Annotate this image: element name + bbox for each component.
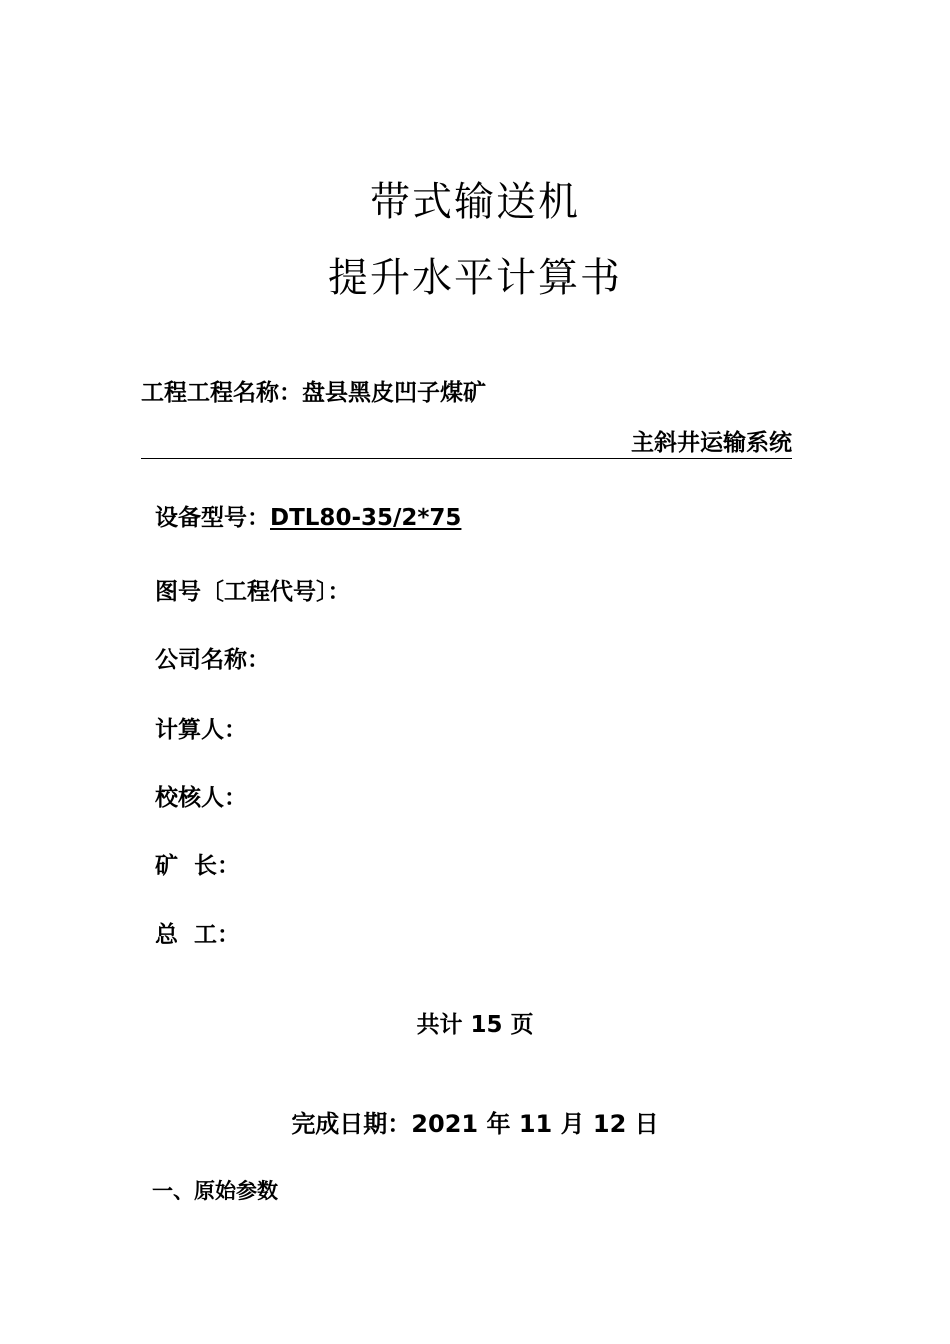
company-name-label: 公司名称： [155,647,270,673]
document-title-line-1: 带式输送机 [370,179,580,225]
completion-date: 完成日期：2021 年 11 月 12 日 [291,1110,659,1138]
chief-engineer-label: 总 工： [155,922,241,948]
total-pages: 共计 15 页 [416,1012,534,1038]
mine-manager-label: 矿 长： [155,853,241,879]
project-name-underline [141,428,792,459]
project-name-value-part2: 主斜井运输系统 [631,430,792,456]
drawing-number-label: 图号〔工程代号〕： [155,579,351,605]
project-name-label: 工程工程名称： [141,380,302,406]
project-name-row [141,378,486,408]
document-title-line-2: 提升水平计算书 [328,255,622,301]
checker-label: 校核人： [155,785,247,811]
equipment-model-value: DTL80-35/2*75 [270,505,462,531]
equipment-model-row [155,503,461,533]
section-heading-original-parameters: 一、原始参数 [152,1179,278,1203]
equipment-model-label: 设备型号： [155,505,270,531]
project-name-value-part1: 盘县黑皮凹子煤矿 [302,380,486,406]
calculator-label: 计算人： [155,717,247,743]
